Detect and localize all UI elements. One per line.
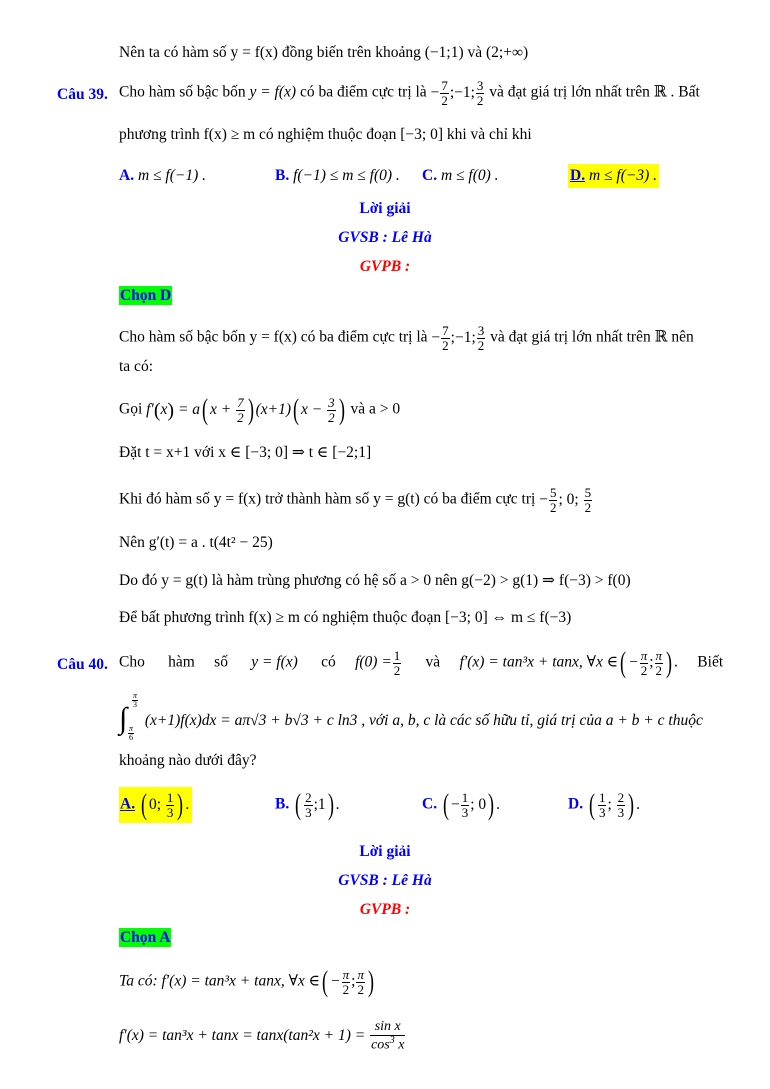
q40-f0: f(0) = xyxy=(355,653,392,671)
q39-gvpb: GVPB : xyxy=(359,258,411,275)
q40-option-d xyxy=(568,790,640,820)
q39-critical-points: − $\frac{7}{2}$ ;−1; $\frac{3}{2}$ xyxy=(430,78,484,108)
q40-option-a-correct xyxy=(119,787,192,823)
sol-text: Đặt t = x+1 với x ∈ [−3; 0] ⇒ t ∈ [−2;1] xyxy=(119,444,372,461)
q40-word: số xyxy=(214,653,228,671)
q40-sol-line1: Ta có: f′(x) = tan³x + tanx, ∀x ∈( − $\frac{\pi}{2}$ ; $\frac{\pi}{2}$ ) xyxy=(119,965,374,998)
option-interval: ( $\frac{2}{3}$ ;1) . xyxy=(295,788,340,821)
option-label: D. xyxy=(570,167,586,184)
option-label: D. xyxy=(568,795,584,813)
q40-line2 xyxy=(119,691,703,743)
sol-text: Để bất phương trình f(x) ≥ m có nghiệm thuộc đoạn [−3; 0] ⇔ m ≤ f(−3) xyxy=(119,609,572,626)
sol-text: Do đó y = g(t) là hàm trùng phương có hệ số a > 0 nên g(−2) > g(1) ⇒ f(−3) > f(0) xyxy=(119,572,631,589)
q39-gvsb: GVSB : Lê Hà xyxy=(338,229,432,246)
q39-sol-line4 xyxy=(119,445,371,461)
sol-critical-points-t: − $\frac{5}{2}$ ; 0; $\frac{5}{2}$ xyxy=(539,485,592,515)
sol-text: ta có: xyxy=(119,358,153,375)
option-label: C. xyxy=(422,795,438,813)
option-label: C. xyxy=(422,167,438,184)
q39-option-a xyxy=(119,167,206,185)
q40-word: hàm xyxy=(168,653,195,671)
q39-text-a: Cho hàm số bậc bốn xyxy=(119,83,246,101)
q39-line1 xyxy=(119,79,700,107)
option-interval: ( $\frac{1}{3}$ ; $\frac{2}{3}$ ) . xyxy=(588,788,641,821)
q39-line2 xyxy=(119,127,532,143)
q39-sol-line5 xyxy=(119,486,593,514)
sol-fraction-sin-cos: $\frac{\text{sin x}}{\cos^3 x}$ xyxy=(371,1019,405,1053)
sol-text: Cho hàm số bậc bốn y = f(x) có ba điểm cực trị là xyxy=(119,328,428,346)
intro-text: Nên ta có hàm số y = f(x) đồng biến trên khoảng (−1;1) và (2;+∞) xyxy=(119,44,529,61)
integral-sign: ∫ $\frac{\pi}{3}$ $\frac{\pi}{6}$ xyxy=(119,691,138,743)
q40-solution-title: Lời giải xyxy=(359,843,411,860)
q40-gvsb: GVSB : Lê Hà xyxy=(338,872,432,889)
option-interval: ( − $\frac{1}{3}$ ; 0) . xyxy=(442,788,501,821)
sol-text: Ta có: f′(x) = tan³x + tanx, ∀x ∈ xyxy=(119,972,321,990)
option-label: A. xyxy=(119,167,135,184)
question-40-number: Câu 40. xyxy=(57,656,108,673)
q39-text-line2: phương trình f(x) ≥ m có nghiệm thuộc đoạn [−3; 0] khi và chỉ khi xyxy=(119,126,532,143)
q40-line1: Cho hàm số y = f(x) có f(0) = $\frac{1}{2}$ và f′(x) = tan³x + tanx, ∀x ∈( − $\frac{\pi}{2}$ ; $\frac{\pi}{2}$ ) . Biết xyxy=(119,646,724,679)
q40-word: Biết xyxy=(697,653,724,671)
option-text: m ≤ f(−3) . xyxy=(588,167,657,184)
sol-text: f′(x) = tan³x + tanx = tanx(tan²x + 1) = xyxy=(119,1027,366,1045)
q40-half: $\frac{1}{2}$ xyxy=(393,647,401,678)
q39-sol-line6 xyxy=(119,535,273,551)
q40-option-c xyxy=(422,790,500,820)
q39-sol-line3 xyxy=(119,395,400,425)
option-text: m ≤ f(0) . xyxy=(440,167,499,184)
q39-sol-line7 xyxy=(119,573,631,589)
q40-gvpb: GVPB : xyxy=(359,901,411,918)
option-label: A. xyxy=(120,795,136,813)
sol-text: Khi đó hàm số y = f(x) trở thành hàm số y = g(t) có ba điểm cực trị xyxy=(119,490,536,508)
sol-derivative-formula: f′(x) = a( x + $\frac{7}{2}$ ) (x+1)( x − $\frac{3}{2}$ ) xyxy=(146,393,345,426)
chosen-badge: Chọn D xyxy=(120,287,172,304)
sol-text: và a > 0 xyxy=(350,400,401,418)
sol-text: Gọi xyxy=(119,400,143,418)
q40-line3 xyxy=(119,753,257,769)
sol-text: và đạt giá trị lớn nhất trên ℝ nên xyxy=(490,328,694,346)
q40-integral-text: (x+1)f(x)dx = aπ√3 + b√3 + c ln3 , với a, b, c là các số hữu tỉ, giá trị của a + b + c thuộc xyxy=(144,712,703,729)
q39-sol-line2 xyxy=(119,359,153,375)
q40-sol-line2 xyxy=(119,1020,406,1053)
q39-option-d-correct xyxy=(568,164,659,188)
q40-derivative: f′(x) = tan³x + tanx, ∀x ∈ xyxy=(459,653,619,671)
q40-text: khoảng nào dưới đây? xyxy=(119,752,257,769)
intro-line xyxy=(119,45,528,61)
q39-func: y = f(x) xyxy=(249,83,297,101)
q40-word: có xyxy=(321,653,336,671)
q39-chosen xyxy=(119,288,172,304)
option-interval: ( 0; $\frac{1}{3}$ ) . xyxy=(140,788,190,821)
option-label: B. xyxy=(275,167,290,184)
q39-text-d: và đạt giá trị lớn nhất trên ℝ . Bất xyxy=(489,83,700,101)
q40-word: và xyxy=(425,653,441,671)
q39-solution-title: Lời giải xyxy=(359,200,411,217)
sol-text: Nên g′(t) = a . t(4t² − 25) xyxy=(119,534,273,551)
q40-word: Cho xyxy=(119,653,145,671)
q39-sol-line1 xyxy=(119,324,694,352)
sol-critical-points: − $\frac{7}{2}$ ;−1; $\frac{3}{2}$ xyxy=(431,323,485,353)
q40-option-b xyxy=(275,790,340,820)
q39-text-c: có ba điểm cực trị là xyxy=(299,83,427,101)
q39-option-b xyxy=(275,167,400,185)
q40-chosen xyxy=(119,930,171,946)
option-text: f(−1) ≤ m ≤ f(0) . xyxy=(293,167,400,184)
option-text: m ≤ f(−1) . xyxy=(137,167,206,184)
option-label: B. xyxy=(275,795,290,813)
q39-sol-line8 xyxy=(119,610,571,626)
question-39-number: Câu 39. xyxy=(57,86,108,103)
chosen-badge: Chọn A xyxy=(120,929,171,946)
q39-option-c xyxy=(422,167,499,185)
q40-func: y = f(x) xyxy=(251,653,298,671)
